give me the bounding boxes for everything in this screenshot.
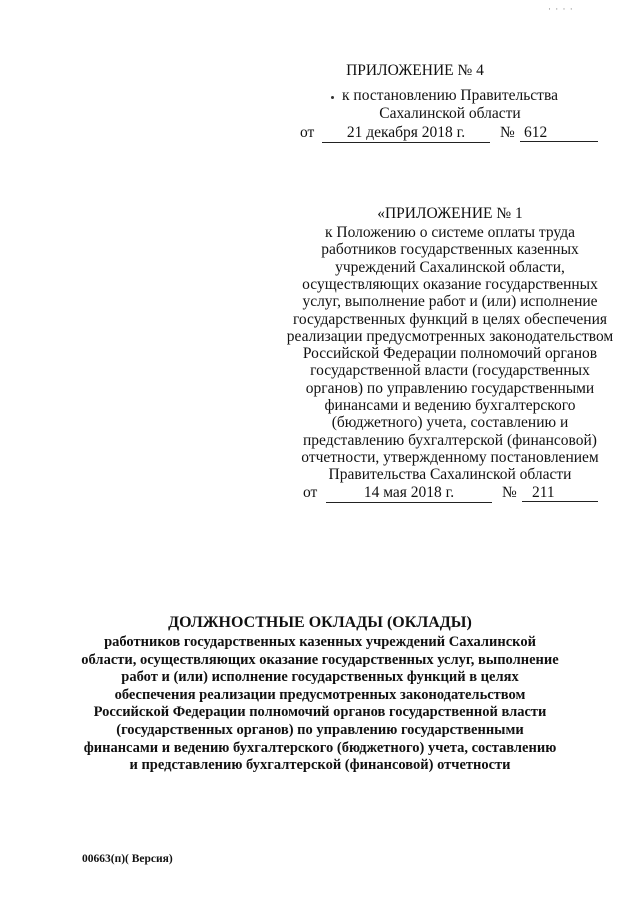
appendix1-line: Российской Федерации полномочий органов	[302, 345, 598, 363]
appendix1-heading: «ПРИЛОЖЕНИЕ № 1	[377, 205, 523, 222]
appendix1-line: услуг, выполнение работ и (или) исполнение	[302, 293, 598, 311]
appendix1-line: к Положению о системе оплаты труда	[325, 224, 575, 241]
document-code: 00663(п)( Версия)	[82, 853, 173, 865]
subtitle-line: Российской Федерации полномочий органов государственной власти	[93, 704, 547, 721]
appendix4-heading: ПРИЛОЖЕНИЕ № 4	[346, 62, 484, 79]
scan-mark: · · · ·	[548, 4, 574, 14]
subtitle-line: финансами и ведению бухгалтерского (бюджетного) учета, составлению	[83, 739, 557, 756]
subtitle-line: обеспечения реализации предусмотренных законодательством	[114, 686, 526, 703]
subtitle-line: (государственных органов) по управлению государственными	[116, 722, 524, 738]
appendix1-line: государственной власти (государственных	[310, 362, 590, 380]
appendix1-line: Правительства Сахалинской области	[328, 466, 572, 484]
subtitle-line: работников государственных казенных учреждений Сахалинской	[104, 634, 536, 650]
appendix1-date: 14 мая 2018 г.	[326, 484, 492, 503]
appendix4-date: 21 декабря 2018 г.	[322, 124, 490, 143]
appendix1-line: представлению бухгалтерской (финансовой)	[303, 431, 597, 449]
document-title: ДОЛЖНОСТНЫЕ ОКЛАДЫ (ОКЛАДЫ)	[168, 614, 472, 631]
appendix1-from-label: от	[303, 484, 318, 501]
appendix4-line1: к постановлению Правительства	[342, 87, 558, 104]
appendix1-line: учреждений Сахалинской области,	[335, 258, 565, 276]
appendix4-number: 612	[520, 124, 598, 142]
appendix1-line: органов) по управлению государственными	[305, 379, 595, 397]
appendix1-line: (бюджетного) учета, составлению и	[331, 414, 569, 432]
appendix4-number-label: №	[500, 124, 515, 141]
appendix1-line: осуществляющих оказание государственных	[302, 275, 598, 293]
appendix1-line: финансами и ведению бухгалтерского	[324, 397, 576, 414]
appendix1-line: реализации предусмотренных законодательством	[286, 327, 614, 345]
appendix4-line2: Сахалинской области	[379, 105, 521, 122]
appendix1-line: работников государственных казенных	[321, 241, 579, 259]
appendix1-number: 211	[522, 484, 598, 502]
appendix4-from-label: от	[300, 124, 315, 141]
appendix1-number-label: №	[502, 484, 517, 501]
subtitle-line: и представлению бухгалтерской (финансовой) отчетности	[129, 757, 511, 774]
subtitle-line: работ и (или) исполнение государственных функций в целях	[121, 669, 519, 686]
subtitle-line: области, осуществляющих оказание государственных услуг, выполнение	[81, 651, 559, 668]
appendix1-line: отчетности, утвержденному постановлением	[301, 448, 599, 466]
appendix1-line: государственных функций в целях обеспечения	[292, 310, 608, 328]
